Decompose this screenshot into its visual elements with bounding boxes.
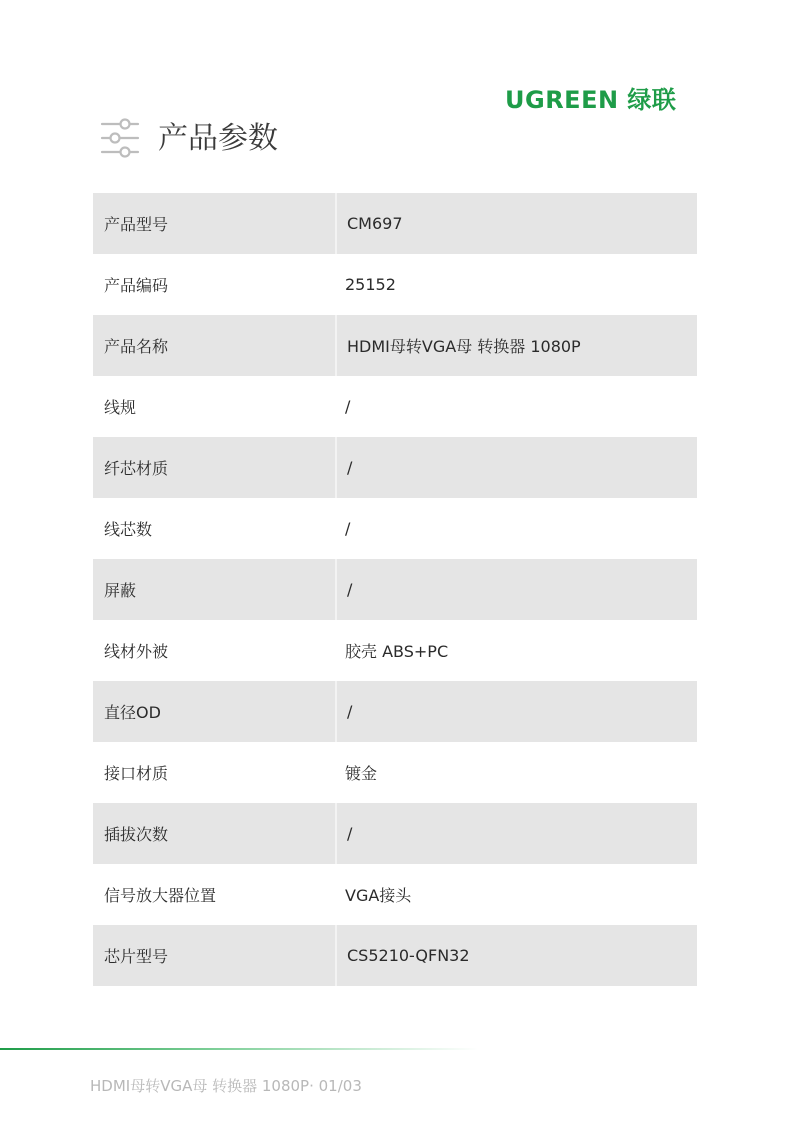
spec-value: 25152 <box>345 275 396 294</box>
spec-row <box>93 559 697 620</box>
spec-row <box>93 254 697 315</box>
spec-row <box>93 620 697 681</box>
spec-row <box>93 742 697 803</box>
spec-row <box>93 437 697 498</box>
spec-row <box>93 803 697 864</box>
spec-value: / <box>335 559 697 620</box>
spec-key: 产品编码 <box>104 276 169 295</box>
spec-key: 线规 <box>104 398 137 417</box>
spec-row <box>93 681 697 742</box>
spec-key: 纤芯材质 <box>104 459 169 478</box>
spec-row <box>93 376 697 437</box>
spec-key: 直径OD <box>104 703 161 722</box>
spec-key: 线材外被 <box>104 642 169 661</box>
spec-value: 镀金 <box>345 764 378 783</box>
spec-value: VGA接头 <box>345 886 412 905</box>
spec-value: / <box>335 437 697 498</box>
spec-value: CM697 <box>335 193 697 254</box>
spec-row <box>93 925 697 986</box>
footer-page-label: HDMI母转VGA母 转换器 1080P· 01/03 <box>90 1077 362 1095</box>
spec-key: 插拔次数 <box>104 825 169 844</box>
footer-divider <box>0 1048 478 1050</box>
spec-key: 屏蔽 <box>104 581 137 600</box>
spec-key: 线芯数 <box>104 520 153 539</box>
spec-row <box>93 315 697 376</box>
spec-value: CS5210-QFN32 <box>335 925 697 986</box>
spec-value: HDMI母转VGA母 转换器 1080P <box>335 315 697 376</box>
spec-value: / <box>335 803 697 864</box>
spec-key: 产品名称 <box>104 337 169 356</box>
page-title: 产品参数 <box>158 121 278 156</box>
spec-key: 芯片型号 <box>104 947 169 966</box>
spec-key: 信号放大器位置 <box>104 886 217 905</box>
brand-logo: UGREEN 绿联 <box>505 86 677 114</box>
spec-value: / <box>345 519 351 538</box>
spec-value: / <box>345 397 351 416</box>
spec-row <box>93 864 697 925</box>
settings-sliders-icon <box>100 118 140 158</box>
spec-row <box>93 498 697 559</box>
spec-row <box>93 193 697 254</box>
spec-value: / <box>335 681 697 742</box>
spec-value: 胶壳 ABS+PC <box>345 642 449 661</box>
spec-key: 接口材质 <box>104 764 169 783</box>
spec-table <box>93 193 697 986</box>
spec-key: 产品型号 <box>104 215 169 234</box>
